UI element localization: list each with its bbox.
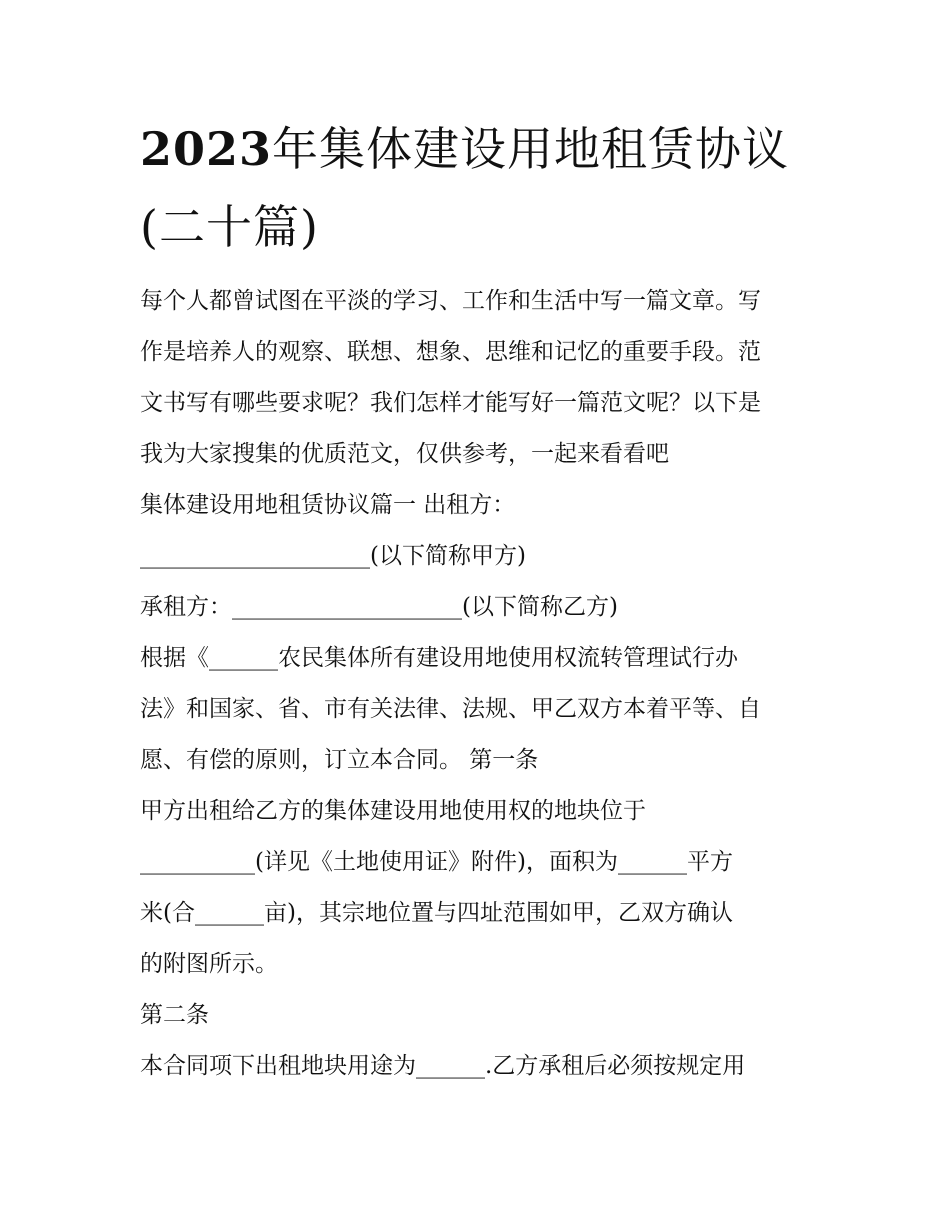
body-line: 根据《______农民集体所有建设用地使用权流转管理试行办: [140, 645, 738, 671]
title-text: 年集体建设用地租赁协议: [272, 122, 790, 176]
body-line: 米(合______亩)，其宗地位置与四址范围如甲，乙双方确认: [140, 900, 733, 926]
section-heading: 集体建设用地租赁协议篇一 出租方：: [140, 492, 516, 518]
body-line: 甲方出租给乙方的集体建设用地使用权的地块位于: [140, 798, 646, 824]
title-subtitle: (二十篇): [140, 200, 319, 254]
body-line: 每个人都曾试图在平淡的学习、工作和生活中写一篇文章。写: [140, 288, 761, 314]
body-line: __________(详见《土地使用证》附件)，面积为______平方: [140, 849, 733, 875]
lessor-blank-line: ____________________(以下简称甲方): [140, 543, 526, 569]
lessee-line: 承租方：____________________(以下简称乙方): [140, 594, 618, 620]
body-line: 愿、有偿的原则，订立本合同。 第一条: [140, 747, 539, 773]
body-line: 法》和国家、省、市有关法律、法规、甲乙双方本着平等、自: [140, 696, 761, 722]
article-heading: 第二条: [140, 1002, 209, 1028]
body-line: 作是培养人的观察、联想、想象、思维和记忆的重要手段。范: [140, 339, 761, 365]
body-line: 我为大家搜集的优质范文，仅供参考，一起来看看吧: [140, 441, 669, 467]
title-year: 2023: [140, 122, 273, 176]
body-line: 的附图所示。: [140, 951, 278, 977]
body-line: 本合同项下出租地块用途为______.乙方承租后必须按规定用: [140, 1053, 746, 1079]
body-line: 文书写有哪些要求呢？我们怎样才能写好一篇范文呢？以下是: [140, 390, 761, 416]
document-body: [140, 276, 820, 1092]
document-title: [140, 110, 830, 266]
